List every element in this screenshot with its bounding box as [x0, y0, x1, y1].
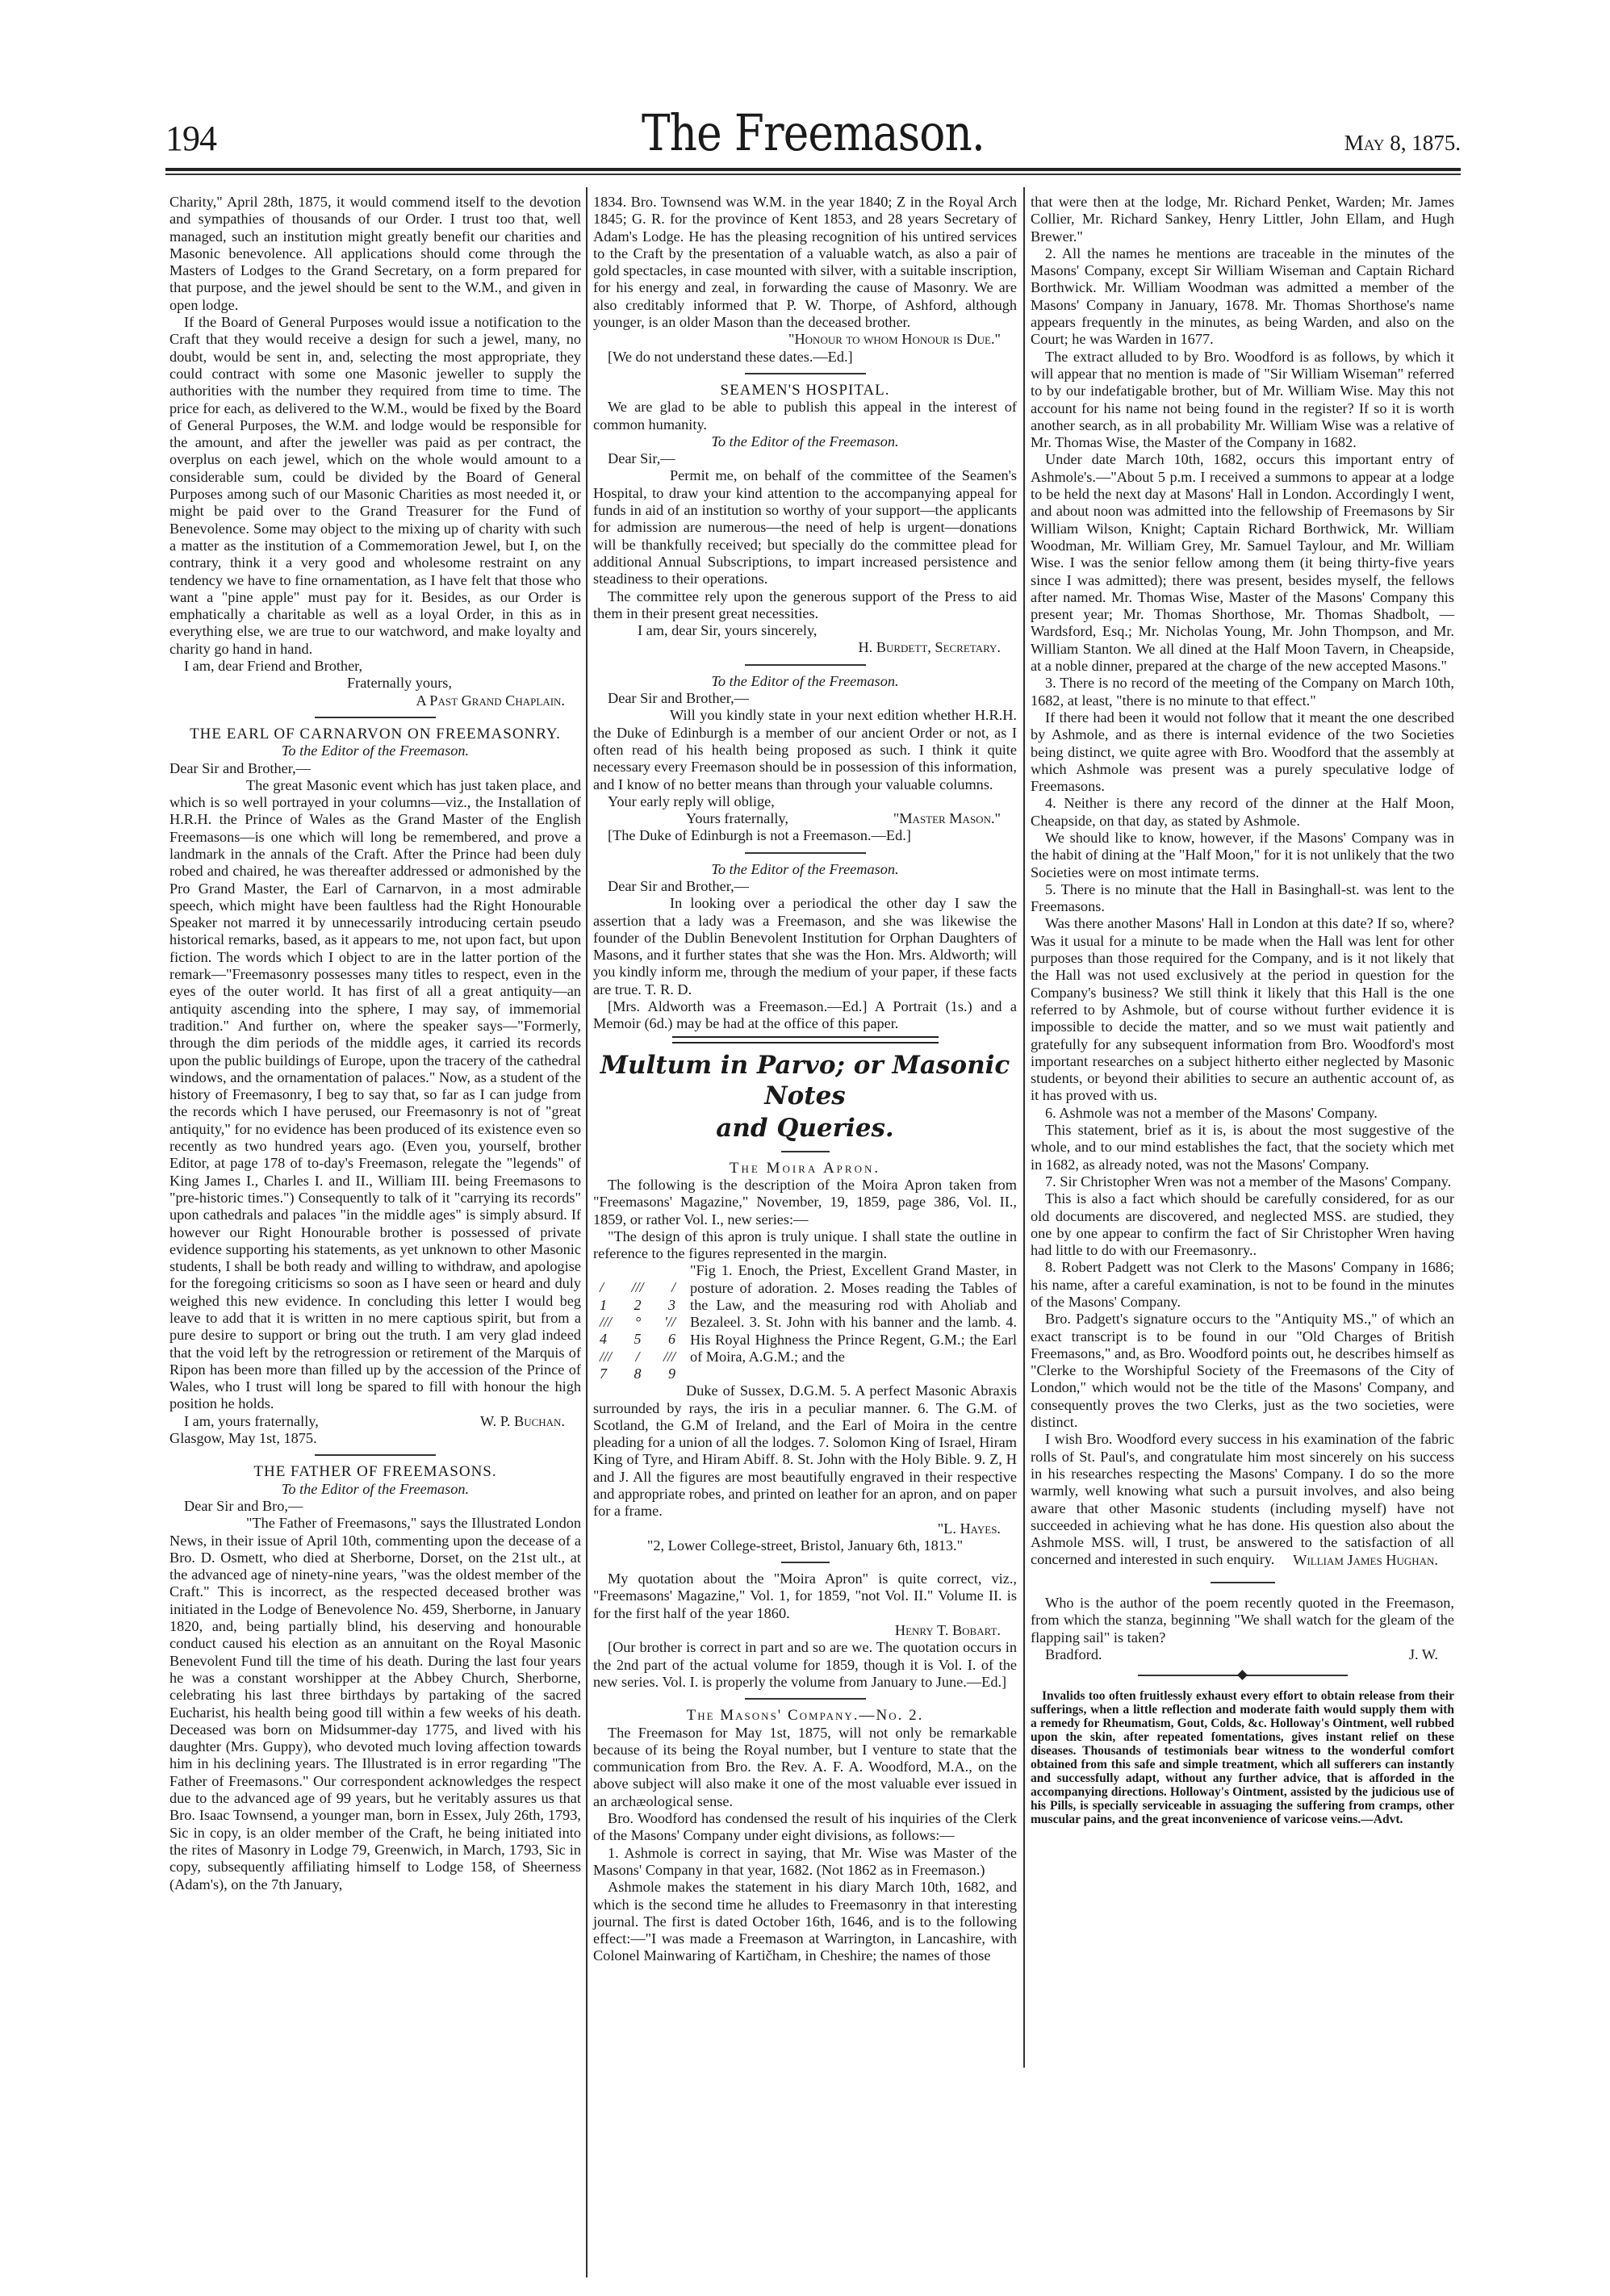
letter-signature: W. P. Buchan. — [480, 1412, 565, 1429]
figure-number: 8 — [634, 1365, 642, 1382]
article-heading: THE FATHER OF FREEMASONS. — [253, 1463, 497, 1481]
section-heading: Multum in Parvo; or Masonic Notes — [600, 1050, 1010, 1110]
figure-row — [593, 1349, 682, 1365]
letter-signature: A Past Grand Chaplain. — [416, 692, 565, 709]
letter-closing: I am, dear Friend and Brother, — [184, 658, 363, 675]
article-paragraph: I wish Bro. Woodford every success in his examination of the fabric rolls of St. Paul's, and congratulate him most sincerely on his success in his researches respecting the Masons' Company. I do so the more warmly, well knowing what such a pursuit involves, and also being aware that other Masonic students (including myself) have not succeeded in achieving what he has done. His question also about the Ashmole MSS. will, I trust, be answered to the satisfaction of all concerned and interested in such enquiry. — [1031, 1431, 1454, 1568]
article-subheading: To the Editor of the Freemason. — [711, 672, 899, 689]
article-paragraph: "The design of this apron is truly unique. I shall state the outline in reference to the figures represented in the margin. — [593, 1227, 1017, 1262]
letter-closing: Fraternally yours, — [347, 675, 452, 692]
article-paragraph: 6. Ashmole was not a member of the Masons' Company. — [1045, 1104, 1378, 1121]
article-heading: The Moira Apron. — [729, 1159, 881, 1177]
article-paragraph: Was there another Masons' Hall in London at this date? If so, where? Was it usual for a minute to be made when the Hall was lent for other purposes than those required for the Company, and is it not likely that the Hall was not used exclusively at the period in question for the Company's business? We still think it likely that this Hall is the one referred to by Ashmole, but of course without further evidence it is impossible to decide the matter, and so we must wait patiently and gratefully for any subsequent information from Bro. Woodford's most important researches on a subject hitherto either neglected by Masonic students, or beyond their abilities to secure an authentic account of, as it has proved with us. — [1031, 915, 1454, 1104]
column-divider-right — [1023, 187, 1025, 2068]
article-paragraph: If there had been it would not follow that it meant the one described by Ashmole, and as there is internal evidence of the two Societies being distinct, we quite agree with Bro. Woodford that the assembly at which Ashmole was present was a purely speculative lodge of Freemasons. — [1031, 709, 1454, 795]
section-rule — [781, 1151, 830, 1152]
figure-row — [593, 1279, 682, 1296]
article-paragraph: This statement, brief as it is, is about the most suggestive of the whole, and to our mind establishes the fact, that the society which met in 1682, as already noted, was not the Masons' Company. — [1031, 1122, 1454, 1173]
section-double-rule — [672, 1036, 939, 1043]
article-paragraph: This is also a fact which should be carefully considered, for as our old documents are discovered, and neglected MSS. are studied, they one by one appear to confirm the fact of Sir Christopher Wren having had little to do with our Freemasonry.. — [1031, 1190, 1454, 1259]
column-left — [169, 194, 581, 1893]
figure-number: 9 — [668, 1365, 675, 1382]
figure-mark: / — [600, 1279, 604, 1296]
letter-closing — [593, 810, 1017, 827]
article-subheading: To the Editor of the Freemason. — [711, 433, 899, 450]
figure-mark: /// — [600, 1314, 613, 1331]
article-heading: The Masons' Company.—No. 2. — [686, 1707, 924, 1725]
masthead-rule — [165, 168, 1461, 171]
article-paragraph: Duke of Sussex, D.G.M. 5. A perfect Masonic Abraxis surrounded by rays, the iris in a peculiar manner. 6. The G.M. of Scotland, the G.M of Ireland, and the Earl of Moira in the centre pleading for a union of all the lodges. 7. Solomon King of Israel, Hiram King of Tyre, and Hiram Abiff. 8. St. John with the Holy Bible. 9. Z, H and J. All the figures are most beautifully engraved in their respective and appropriate robes, and printed on leather for an apron, and on paper for a frame. — [593, 1382, 1017, 1520]
newspaper-title: The Freemason. — [641, 103, 985, 162]
section-rule — [745, 373, 866, 374]
figure-number: 3 — [668, 1296, 675, 1313]
issue-date: May 8, 1875. — [1344, 131, 1461, 155]
article-paragraph: The Freemason for May 1st, 1875, will not only be remarkable because of its being the Royal number, but I venture to state that the communication from Bro. the Rev. A. F. A. Woodford, M.A., on the above subject will also make it one of the most valuable ever issued in an archæological sense. — [593, 1724, 1017, 1809]
section-rule — [781, 1562, 830, 1563]
article-paragraph: 1. Ashmole is correct in saying, that Mr. Wise was Master of the Masons' Company in that year, 1682. (Not 1862 as in Freemason.) — [593, 1844, 1017, 1878]
letter-salutation: Dear Sir and Bro,— — [184, 1497, 303, 1514]
advertisement-text: Invalids too often fruitlessly exhaust every effort to obtain release from their sufferings, when a little reflection and moderate faith would supply them with a remedy for Rheumatism, Gout, Colds, &c. Holloway's Ointment, well rubbed upon the skin, after repeated fomentations, gives instant relief on these diseases. Thousands of testimonials bear witness to the wonderful comfort obtained from this safe and simple treatment, which all sufferers can instantly and successfully adapt, without any further advice, that is afforded in the accompanying directions. Holloway's Ointment, assisted by the judicious use of his Pills, is specially serviceable in assuaging the suffering from cramps, other muscular pains, and the great inconvenience of varicose veins.—Advt. — [1031, 1689, 1454, 1827]
apron-figure-diagram — [593, 1262, 682, 1382]
article-heading: THE EARL OF CARNARVON ON FREEMASONRY. — [190, 725, 561, 742]
figure-mark: /// — [663, 1348, 675, 1365]
figure-number: 1 — [600, 1296, 607, 1313]
article-paragraph: In looking over a periodical the other day I saw the assertion that a lady was a Freemason, and she was likewise the founder of the Dublin Benevolent Institution for Orphan Daughters of Masons, and it further states that she was the Hon. Mrs. Aldworth; will you kindly inform me, through the medium of your paper, if these facts are true. T. R. D. — [593, 895, 1017, 997]
article-paragraph: Charity," April 28th, 1875, it would commend itself to the devotion and sympathies of thousands of our Order. I trust too that, well managed, such an institution might greatly benefit our charities and Masonic benevolence. All applications should come through the Masters of Lodges to the Grand Secretary, on a form prepared for that purpose, and the jewel should be sent to the W.M., and given in open lodge. — [169, 194, 581, 313]
article-paragraph: My quotation about the "Moira Apron" is quite correct, viz., "Freemasons' Magazine," Vol. 1, for 1859, "not Vol. II." Volume II. is for the first half of the year 1860. — [593, 1570, 1017, 1621]
letter-closing: I am, dear Sir, yours sincerely, — [638, 622, 818, 639]
letter-signature: Henry T. Bobart. — [894, 1622, 1001, 1639]
article-paragraph: Bro. Padgett's signature occurs to the "Antiquity MS.," of which an exact transcript is to be found in our "Old Charges of British Freemasons," and, as Bro. Woodford points out, he describes himself as "Clerke to the Worshipful Society of the Freemasons of the City of London," which would not be the title of the Masons' Company, and consequently proves the two Clerks, just as the two societies, were distinct. — [1031, 1311, 1454, 1431]
editor-note: [Our brother is correct in part and so are we. The quotation occurs in the 2nd part of the actual volume for 1859, though it is Vol. I. of the new series. Vol. I. is properly the volume from January to June.—Ed.] — [593, 1639, 1017, 1690]
article-paragraph: The extract alluded to by Bro. Woodford is as follows, by which it will appear that no mention is made of "Sir William Wiseman" referred to by our indefatigable brother, but of Mr. William Wise. May this not account for his name not being found in the register? If so it is worth another search, as in all probability Mr. William Wise was a relative of Mr. Thomas Wise, the Master of the Company in 1682. — [1031, 348, 1454, 451]
article-paragraph: Will you kindly state in your next edition whether H.R.H. the Duke of Edinburgh is a member of our ancient Order or not, as I often read of his health being proposed as such. I think it quite necessary every Freemason should be in possession of this information, and I know of no better means than through your valuable columns. — [593, 707, 1017, 793]
advertisement — [1031, 1689, 1454, 1826]
letter-signature: H. Burdett, Secretary. — [858, 639, 1001, 656]
letter-salutation: Dear Sir and Brother,— — [608, 690, 749, 707]
figure-row — [593, 1331, 682, 1348]
letter-salutation: Dear Sir,— — [608, 450, 675, 467]
section-rule — [315, 717, 436, 718]
figure-number: 6 — [668, 1331, 675, 1348]
column-middle — [593, 194, 1017, 1965]
editor-note: [We do not understand these dates.—Ed.] — [608, 348, 853, 365]
figure-reference-block — [593, 1262, 1017, 1382]
section-rule — [1211, 1582, 1275, 1583]
query-place: Bradford. — [1045, 1646, 1102, 1662]
figure-number: 5 — [634, 1331, 642, 1348]
letter-salutation: Dear Sir and Brother,— — [169, 759, 311, 776]
article-subheading: To the Editor of the Freemason. — [711, 860, 899, 877]
article-paragraph: The great Masonic event which has just taken place, and which is so well portrayed in your columns—viz., the Installation of H.R.H. the Prince of Wales as the Grand Master of the English Freemasons—is one which will long be remembered, and prove a landmark in the annals of the Craft. After the Prince had been duly robed and chaired, he was thereafter addressed or admonished by the Pro Grand Master, the Earl of Carnarvon, in a most admirable speech, which might have been faultless had the Right Honourable Speaker not marred it by unnecessarily introducing certain pseudo historical remarks, based, as it appears to me, not upon fact, but upon fiction. The words which I object to are in the latter portion of the remark—"Freemasonry possesses many titles to respect, even in the eyes of the outer world. It has first of all a great antiquity—an antiquity ascending into the sphere, I may say, of immemorial tradition." And further on, where the speaker says—"Formerly, through the dim periods of the middle ages, it carried its records upon the public buildings of Europe, upon the tracery of the cathedral windows, and the ornamentation of palaces." Now, as a student of the history of Freemasonry, I beg to say that, so far as I can judge from the records which I have perused, our Freemasonry is not of "great antiquity," for no evidence has been produced of its existence even so recently as two hundred years ago. (Even you, yourself, brother Editor, at page 178 of to-day's Freemason, relegate the "legends" of King James I., Charles I. and II., William III. being Freemasons to "pre-historic times.") Consequently to talk of it "carrying its records" upon cathedrals and palaces "in the middle ages" is simply absurd. If however our Right Honourable brother is possessed of private evidence supporting his statements, as yet unknown to other Masonic students, I shall be both ready and willing to withdraw, and apologise for the foregoing criticisms so soon as I have seen or heard and duly weighed this new evidence. In concluding this letter I would beg leave to add that it is written in no mere captious spirit, but from a pure desire to support or bring out the truth. I am very glad indeed that the void left by the retrogression or retirement of the Marquis of Ripon has been more than filled up by the accession of the Prince of Wales, who I trust will long be spared to fill with honour the high position he holds. — [169, 776, 581, 1412]
figure-mark: /// — [631, 1279, 644, 1296]
article-paragraph: 8. Robert Padgett was not Clerk to the Masons' Company in 1686; his name, after a careful examination, is not to be found in the minutes of the Masons' Company. — [1031, 1259, 1454, 1310]
article-paragraph: "The Father of Freemasons," says the Illustrated London News, in their issue of April 10th, commenting upon the decease of a Bro. D. Osmett, who died at Sherborne, Dorset, on the 21st ult., at the advanced age of ninety-nine years, "was the oldest member of the Craft." This is incorrect, as the respected deceased brother was initiated in the Lodge of Benevolence No. 459, Sherborne, in January 1820, and, being partially blind, his deserving and honourable conduct caused his election as an annuitant on the Royal Masonic Benevolent Fund till the time of his death. During the last four years he was a constant worshipper at the Abbey Church, Sherborne, celebrating his last three birthdays by partaking of the sacred Eucharist, his health being good till within a few weeks of his death. Deceased was born on Midsummer-day 1775, and lived with his daughter (Mrs. Guppy), who devoted much loving affection towards him in his declining years. The Illustrated is in error regarding "The Father of Freemasons." Our correspondent acknowledges the respect due to the advanced age of 99 years, but he veritably assures us that Bro. Isaac Townsend, a younger man, born in Essex, July 26th, 1793, Sic in copy, is an older member of the Craft, he being initiated into the rites of Masonry in Lodge 79, Greenwich, in March, 1793, Sic in copy, subsequently affiliating himself to Lodge 158, of Sheerness (Adam's), on the 7th January, — [169, 1515, 581, 1892]
section-rule — [745, 852, 866, 854]
figure-number: 4 — [600, 1331, 607, 1348]
article-paragraph: "Fig 1. Enoch, the Priest, Excellent Grand Master, in posture of adoration. 2. Moses reading the Tables of the Law, and the measuring rod with Aholiab and Bezaleel. 3. St. John with his banner and the lamb. 4. His Royal Highness the Prince Regent, G.M.; the Earl of Moira, A.G.M.; and the — [690, 1262, 1017, 1365]
article-subheading: To the Editor of the Freemason. — [281, 742, 470, 759]
letter-salutation: Dear Sir and Brother,— — [608, 877, 749, 894]
figure-mark: /// — [600, 1348, 613, 1365]
figure-mark: '// — [664, 1314, 675, 1331]
masthead — [165, 103, 1461, 168]
column-divider-left — [586, 187, 588, 2277]
figure-description — [690, 1262, 1017, 1382]
article-paragraph: that were then at the lodge, Mr. Richard Penket, Warden; Mr. James Collier, Mr. Richard Sankey, Henry Littler, John Ellam, and Hugh Brewer." — [1031, 194, 1454, 245]
query-signature: J. W. — [1408, 1646, 1438, 1662]
article-paragraph: We should like to know, however, if the Masons' Company was in the habit of dining at the "Half Moon," for it is not unlikely that the two Societies were on most intimate terms. — [1031, 829, 1454, 880]
article-paragraph: If the Board of General Purposes would issue a notification to the Craft that they would receive a design for such a jewel, many, no doubt, would be sent in, and, selecting the most appropriate, they could contract with some one Masonic jeweller to supply the authorities with the number they required from time to time. The price for each, as delivered to the W.M., would be fixed by the Board of General Purposes, the W.M. and lodge would be responsible for the amount, and after the jeweller was paid as per contract, the overplus on each jewel, which on the whole would amount to a considerable sum, could be divided by the Board of General Purposes among such of our Masonic Charities as most needed it, or might be paid over to the Grand Treasurer for the Fund of Benevolence. Some may object to the mixing up of charity with such a matter as the institution of a Commemoration Jewel, but I, on the contrary, think it a very good and wholesome restraint on any tendency we have to fine ornamentation, as I have felt that those who want a "pine apple" must pay for it. Besides, as our Order is emphatically a charitable as well as a loyal Order, in this as in everything else, we are true to our watchword, and make loyalty and charity go hand in hand. — [169, 314, 581, 657]
letter-closing: Your early reply will oblige, — [608, 793, 775, 809]
page-number: 194 — [165, 119, 216, 158]
article-paragraph: 2. All the names he mentions are traceable in the minutes of the Masons' Company, except Sir William Wiseman and Captain Richard Borthwick. Mr. William Woodman was admitted a member of the Masons' Company in January, 1678. Mr. Thomas Shorthose's name appears frequently in the minutes, as being Warden, and also on the Court; he was Warden in 1677. — [1031, 245, 1454, 348]
figure-row — [593, 1365, 682, 1382]
figure-row — [593, 1314, 682, 1331]
article-paragraph: Under date March 10th, 1682, occurs this important entry of Ashmole's.—"About 5 p.m. I received a summons to appear at a lodge to be held the next day at Masons' Hall in London. Accordingly I went, and about noon was admitted into the fellowship of Freemasons by Sir William Wilson, Knight; Captain Richard Borthwick, Mr. William Woodman, Mr. William Grey, Mr. Samuel Taylour, and Mr. William Wise. I was the senior fellow among them (it being thirty-five years since I was admitted); there was present, besides myself, the fellows after named. Mr. Thomas Wise, Master of the Masons' Company this present year; Mr. Thomas Shorthose, Mr. Thomas Shadbolt, —Wardsford, Esq.; Mr. Nicholas Young, Mr. John Thompson, and Mr. William Stanton. We all dined at the Half Moon Tavern, in Cheapside, at a noble dinner, prepared at the charge of the new accepted Masons." — [1031, 451, 1454, 675]
letter-closing-text: Yours fraternally, — [686, 810, 788, 827]
query-signature-line — [1031, 1646, 1454, 1663]
figure-mark: ° — [634, 1314, 642, 1331]
column-right — [1031, 194, 1454, 1826]
letter-signature: "Master Mason." — [893, 810, 1001, 827]
editor-note: [Mrs. Aldworth was a Freemason.—Ed.] A Portrait (1s.) and a Memoir (6d.) may be had at the office of this paper. — [593, 998, 1017, 1032]
figure-mark: / — [635, 1348, 640, 1365]
article-paragraph: 4. Neither is there any record of the dinner at the Half Moon, Cheapside, on that day, as stated by Ashmole. — [1031, 795, 1454, 829]
letter-signature: "Honour to whom Honour is Due." — [788, 331, 1001, 348]
editor-note: [The Duke of Edinburgh is not a Freemason.—Ed.] — [608, 827, 911, 844]
masthead-rule-thin — [165, 174, 1461, 175]
section-rule — [315, 1454, 436, 1456]
article-paragraph: The committee rely upon the generous support of the Press to aid them in their present great necessities. — [593, 588, 1017, 621]
article-heading: SEAMEN'S HOSPITAL. — [720, 381, 890, 399]
figure-mark: / — [671, 1279, 675, 1296]
article-subheading: To the Editor of the Freemason. — [281, 1480, 470, 1497]
letter-closing — [169, 1413, 581, 1430]
letter-closing-text: I am, yours fraternally, — [184, 1412, 319, 1429]
article-paragraph: Ashmole makes the statement in his diary March 10th, 1682, and which is the second time he alludes to Freemasonry in that interesting journal. The first is dated October 16th, 1646, and is to the following effect:—"I was made a Freemason at Warrington, in Lancashire, with Colonel Mainwaring of Kartičham, in Cheshire; the names of those — [593, 1879, 1017, 1964]
article-paragraph: We are glad to be able to publish this appeal in the interest of common humanity. — [593, 399, 1017, 433]
letter-dateline: Glasgow, May 1st, 1875. — [169, 1430, 317, 1447]
section-rule — [745, 1698, 866, 1700]
article-paragraph: 1834. Bro. Townsend was W.M. in the year 1840; Z in the Royal Arch 1845; G. R. for the province of Kent 1853, and 28 years Secretary of Adam's Lodge. He has the pleasing recognition of his untired services to the Craft by the presentation of a valuable watch, as also a pair of gold spectacles, in case mounted with silver, with a suitable inscription, for his energy and zeal, in forwarding the cause of Masonry. We are also creditably informed that P. W. Thorpe, of Ashford, although younger, is an older Mason than the deceased brother. — [593, 194, 1017, 331]
article-paragraph: 3. There is no record of the meeting of the Company on March 10th, 1682, at least, "there is no minute to that effect." — [1031, 675, 1454, 709]
section-heading: and Queries. — [716, 1113, 894, 1143]
letter-address: "2, Lower College-street, Bristol, January 6th, 1813." — [646, 1537, 964, 1554]
article-paragraph: Permit me, on behalf of the committee of the Seamen's Hospital, to draw your kind attention to the accompanying appeal for funds in aid of an institution so worthy of your support—the applicants for admission are numerous—the need of help is urgent—donations will be thankfully received; but specially do the committee plead for additional Annual Subscriptions, to impart increased persistence and steadiness to their operations. — [593, 467, 1017, 588]
article-paragraph: Bro. Woodford has condensed the result of his inquiries of the Clerk of the Masons' Company under eight divisions, as follows:— — [593, 1810, 1017, 1844]
figure-number: 2 — [634, 1296, 642, 1313]
figure-row — [593, 1297, 682, 1314]
letter-signature: "L. Hayes. — [937, 1520, 1001, 1537]
article-paragraph: 7. Sir Christopher Wren was not a member of the Masons' Company. — [1045, 1173, 1452, 1190]
figure-number: 7 — [600, 1365, 607, 1382]
query-paragraph: Who is the author of the poem recently quoted in the Freemason, from which the stanza, beginning "We shall watch for the gleam of the flapping sail" is taken? — [1031, 1595, 1454, 1646]
section-rule — [745, 664, 866, 666]
ornamental-rule — [1138, 1675, 1348, 1676]
article-paragraph: The following is the description of the Moira Apron taken from "Freemasons' Magazine," November, 19, 1859, page 386, Vol. II., 1859, or rather Vol. I., new series:— — [593, 1176, 1017, 1227]
article-paragraph: 5. There is no minute that the Hall in Basinghall-st. was lent to the Freemasons. — [1031, 880, 1454, 915]
letter-signature: William James Hughan. — [1293, 1551, 1438, 1568]
